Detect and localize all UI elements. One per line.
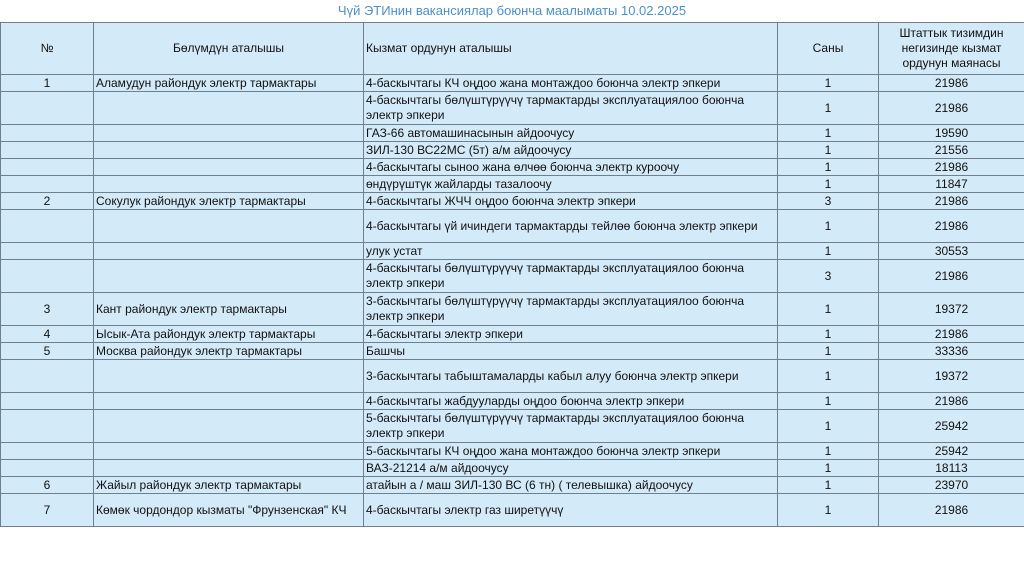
- table-row: [1, 460, 1024, 477]
- row-num: [1, 159, 94, 176]
- row-department: [94, 443, 364, 460]
- row-num: [1, 260, 94, 293]
- row-salary: 21986: [879, 92, 1024, 125]
- row-department: [94, 460, 364, 477]
- row-salary: 21986: [879, 210, 1024, 243]
- row-num: [1, 125, 94, 142]
- row-num: [1, 243, 94, 260]
- row-num: [1, 92, 94, 125]
- row-qty: 1: [778, 393, 879, 410]
- row-salary: 23970: [879, 477, 1024, 494]
- table-row: [1, 243, 1024, 260]
- row-salary: 19372: [879, 360, 1024, 393]
- table-header-row: [1, 23, 1024, 75]
- row-department: Жайыл райондук электр тармактары: [94, 477, 364, 494]
- row-salary: 21986: [879, 159, 1024, 176]
- row-num: 7: [1, 494, 94, 527]
- row-department: [94, 92, 364, 125]
- table-row: [1, 326, 1024, 343]
- row-qty: 1: [778, 125, 879, 142]
- table-row: [1, 142, 1024, 159]
- row-salary: 21556: [879, 142, 1024, 159]
- row-position: ВАЗ-21214 а/м айдоочусу: [364, 460, 778, 477]
- row-department: [94, 210, 364, 243]
- row-department: Кант райондук электр тармактары: [94, 293, 364, 326]
- page-title: Чүй ЭТИнин вакансиялар боюнча маалыматы 10.02.2025: [337, 3, 687, 18]
- row-position: 4-баскычтагы бөлүштүрүүчү тармактарды эксплуатациялоо боюнча электр эпкери: [364, 260, 778, 293]
- row-num: [1, 360, 94, 393]
- row-num: 4: [1, 326, 94, 343]
- row-position: 4-баскычтагы ЖЧЧ оңдоо боюнча электр эпкери: [364, 193, 778, 210]
- row-salary: 21986: [879, 393, 1024, 410]
- row-position: 5-баскычтагы бөлүштүрүүчү тармактарды эксплуатациялоо боюнча электр эпкери: [364, 410, 778, 443]
- row-position: 4-баскычтагы жабдууларды оңдоо боюнча электр эпкери: [364, 393, 778, 410]
- row-num: [1, 460, 94, 477]
- row-qty: 3: [778, 260, 879, 293]
- row-qty: 1: [778, 477, 879, 494]
- row-position: 5-баскычтагы КЧ оңдоо жана монтаждоо боюнча электр эпкери: [364, 443, 778, 460]
- row-qty: 1: [778, 326, 879, 343]
- row-salary: 19590: [879, 125, 1024, 142]
- row-department: [94, 360, 364, 393]
- row-department: [94, 393, 364, 410]
- row-department: [94, 142, 364, 159]
- row-department: [94, 176, 364, 193]
- row-position: 4-баскычтагы үй ичиндеги тармактарды тейлөө боюнча электр эпкери: [364, 210, 778, 243]
- row-num: 5: [1, 343, 94, 360]
- row-num: 2: [1, 193, 94, 210]
- row-position: 4-баскычтагы электр газ ширетүүчү: [364, 494, 778, 527]
- row-department: [94, 243, 364, 260]
- row-salary: 21986: [879, 193, 1024, 210]
- row-qty: 3: [778, 193, 879, 210]
- row-department: Аламудун райондук электр тармактары: [94, 75, 364, 92]
- row-position: 3-баскычтагы табыштамаларды кабыл алуу боюнча электр эпкери: [364, 360, 778, 393]
- row-salary: 30553: [879, 243, 1024, 260]
- row-num: 6: [1, 477, 94, 494]
- row-position: ГАЗ-66 автомашинасынын айдоочусу: [364, 125, 778, 142]
- row-salary: 21986: [879, 260, 1024, 293]
- row-qty: 1: [778, 243, 879, 260]
- table-row: [1, 360, 1024, 393]
- table-row: [1, 125, 1024, 142]
- table-row: [1, 75, 1024, 92]
- vacancy-table: [0, 22, 1024, 527]
- row-department: Ысык-Ата райондук электр тармактары: [94, 326, 364, 343]
- table-row: [1, 477, 1024, 494]
- header-position: Кызмат ордунун аталышы: [364, 23, 778, 75]
- row-position: 3-баскычтагы бөлүштүрүүчү тармактарды эксплуатациялоо боюнча электр эпкери: [364, 293, 778, 326]
- table-row: [1, 159, 1024, 176]
- row-department: [94, 125, 364, 142]
- row-department: Москва райондук электр тармактары: [94, 343, 364, 360]
- table-row: [1, 443, 1024, 460]
- table-row: [1, 92, 1024, 125]
- row-qty: 1: [778, 410, 879, 443]
- row-salary: 18113: [879, 460, 1024, 477]
- table-row: [1, 410, 1024, 443]
- row-qty: 1: [778, 210, 879, 243]
- row-salary: 21986: [879, 75, 1024, 92]
- row-num: [1, 210, 94, 243]
- row-num: [1, 443, 94, 460]
- table-row: [1, 494, 1024, 527]
- header-department: Бөлүмдүн аталышы: [94, 23, 364, 75]
- row-salary: 25942: [879, 443, 1024, 460]
- row-position: 4-баскычтагы электр эпкери: [364, 326, 778, 343]
- row-qty: 1: [778, 293, 879, 326]
- table-row: [1, 293, 1024, 326]
- header-salary: Штаттык тизимдин негизинде кызмат ордунун маянасы: [879, 23, 1024, 75]
- row-num: [1, 410, 94, 443]
- row-qty: 1: [778, 176, 879, 193]
- row-position: 4-баскычтагы сыноо жана өлчөө боюнча электр куроочу: [364, 159, 778, 176]
- row-qty: 1: [778, 443, 879, 460]
- row-num: 3: [1, 293, 94, 326]
- row-salary: 21986: [879, 494, 1024, 527]
- row-department: [94, 260, 364, 293]
- row-department: [94, 410, 364, 443]
- row-qty: 1: [778, 494, 879, 527]
- row-num: [1, 176, 94, 193]
- row-department: [94, 159, 364, 176]
- row-qty: 1: [778, 92, 879, 125]
- row-position: өндүрүштүк жайларды тазалоочу: [364, 176, 778, 193]
- row-salary: 25942: [879, 410, 1024, 443]
- row-position: атайын а / маш ЗИЛ-130 ВС (6 тн) ( телевышка) айдоочусу: [364, 477, 778, 494]
- table-row: [1, 343, 1024, 360]
- row-qty: 1: [778, 75, 879, 92]
- row-num: [1, 142, 94, 159]
- table-row: [1, 176, 1024, 193]
- table-row: [1, 210, 1024, 243]
- row-salary: 11847: [879, 176, 1024, 193]
- row-position: 4-баскычтагы бөлүштүрүүчү тармактарды эксплуатациялоо боюнча электр эпкери: [364, 92, 778, 125]
- header-qty: Саны: [778, 23, 879, 75]
- row-qty: 1: [778, 360, 879, 393]
- row-position: ЗИЛ-130 ВС22МС (5т) а/м айдоочусу: [364, 142, 778, 159]
- row-department: Көмөк чордондор кызматы "Фрунзенская" КЧ: [94, 494, 364, 527]
- row-qty: 1: [778, 159, 879, 176]
- row-position: Башчы: [364, 343, 778, 360]
- row-qty: 1: [778, 460, 879, 477]
- row-qty: 1: [778, 343, 879, 360]
- table-row: [1, 393, 1024, 410]
- row-salary: 33336: [879, 343, 1024, 360]
- row-salary: 19372: [879, 293, 1024, 326]
- row-position: улук устат: [364, 243, 778, 260]
- row-position: 4-баскычтагы КЧ оңдоо жана монтаждоо боюнча электр эпкери: [364, 75, 778, 92]
- table-body: [1, 75, 1024, 527]
- table-row: [1, 193, 1024, 210]
- row-num: [1, 393, 94, 410]
- row-num: 1: [1, 75, 94, 92]
- row-salary: 21986: [879, 326, 1024, 343]
- table-row: [1, 260, 1024, 293]
- row-qty: 1: [778, 142, 879, 159]
- row-department: Сокулук райондук электр тармактары: [94, 193, 364, 210]
- header-num: №: [1, 23, 94, 75]
